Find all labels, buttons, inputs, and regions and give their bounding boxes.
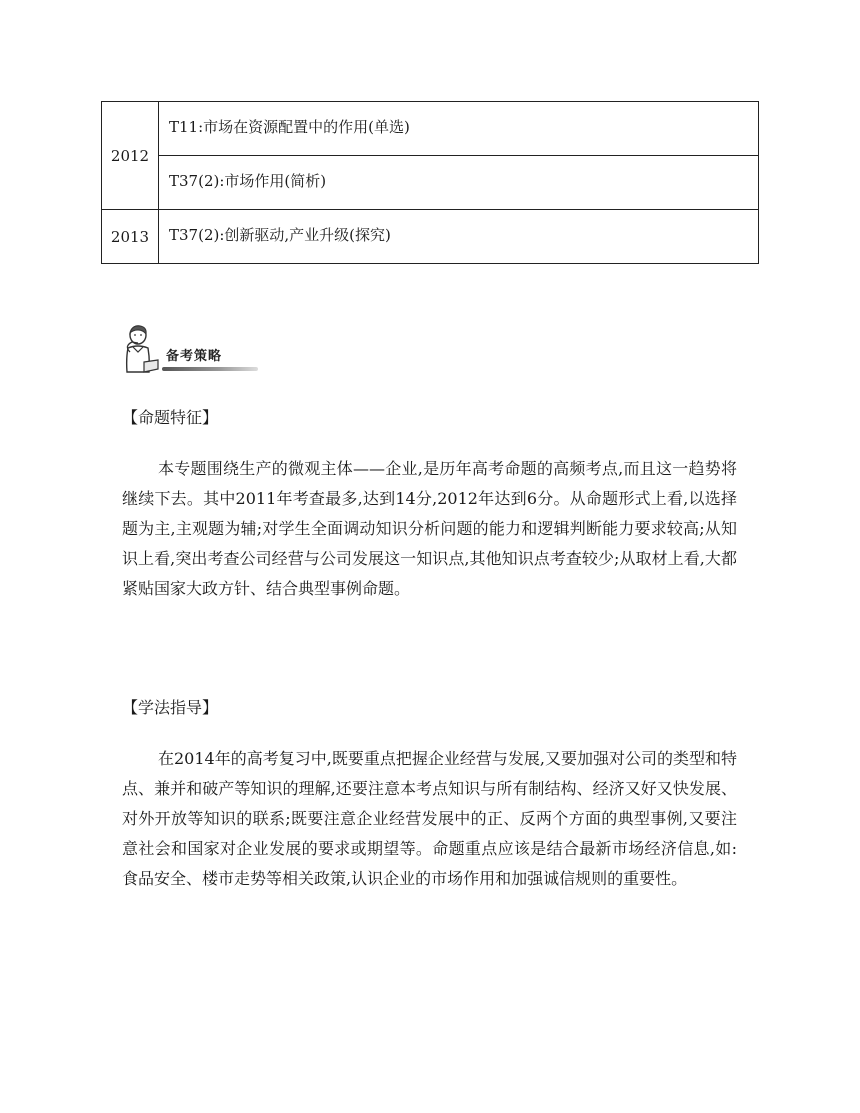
year-cell: 2012 [102,102,159,210]
strategy-banner [118,322,258,378]
exam-item-text: T37(2):市场作用(简析) [169,172,327,190]
table-row [102,102,759,156]
exam-item-cell [159,156,759,210]
exam-item-cell [159,210,759,264]
exam-points-table [101,101,759,264]
exam-item-text: T37(2):创新驱动,产业升级(探究) [169,226,391,244]
exam-item-cell [159,102,759,156]
section-paragraph: 在2014年的高考复习中,既要重点把握企业经营与发展,又要加强对公司的类型和特点、兼并和破产等知识的理解,还要注意本考点知识与所有制结构、经济又好又快发展、对外开放等知识的联系;既要注意企业经营发展中的正、反两个方面的典型事例,又要注意社会和国家对企业发展的要求或期望等。命题重点应该是结合最新市场经济信息,如:食品安全、楼市走势等相关政策,认识企业的市场作用和加强诚信规则的重要性。 [122,749,737,888]
section-heading: 【学法指导】 [122,698,219,717]
year-cell: 2013 [102,210,159,264]
banner-title: 备考策略 [166,349,223,364]
banner-underline [162,367,258,371]
exam-item-text: T11:市场在资源配置中的作用(单选) [169,118,410,136]
section-paragraph: 本专题围绕生产的微观主体——企业,是历年高考命题的高频考点,而且这一趋势将继续下去。其中2011年考查最多,达到14分,2012年达到6分。从命题形式上看,以选择题为主,主观题为辅;对学生全面调动知识分析问题的能力和逻辑判断能力要求较高;从知识上看,突出考查公司经营与公司发展这一知识点,其他知识点考查较少;从取材上看,大都紧贴国家大政方针、结合典型事例命题。 [122,459,737,598]
thinking-person-icon [118,322,162,378]
section-heading: 【命题特征】 [122,408,219,427]
table-row [102,210,759,264]
table-row [102,156,759,210]
